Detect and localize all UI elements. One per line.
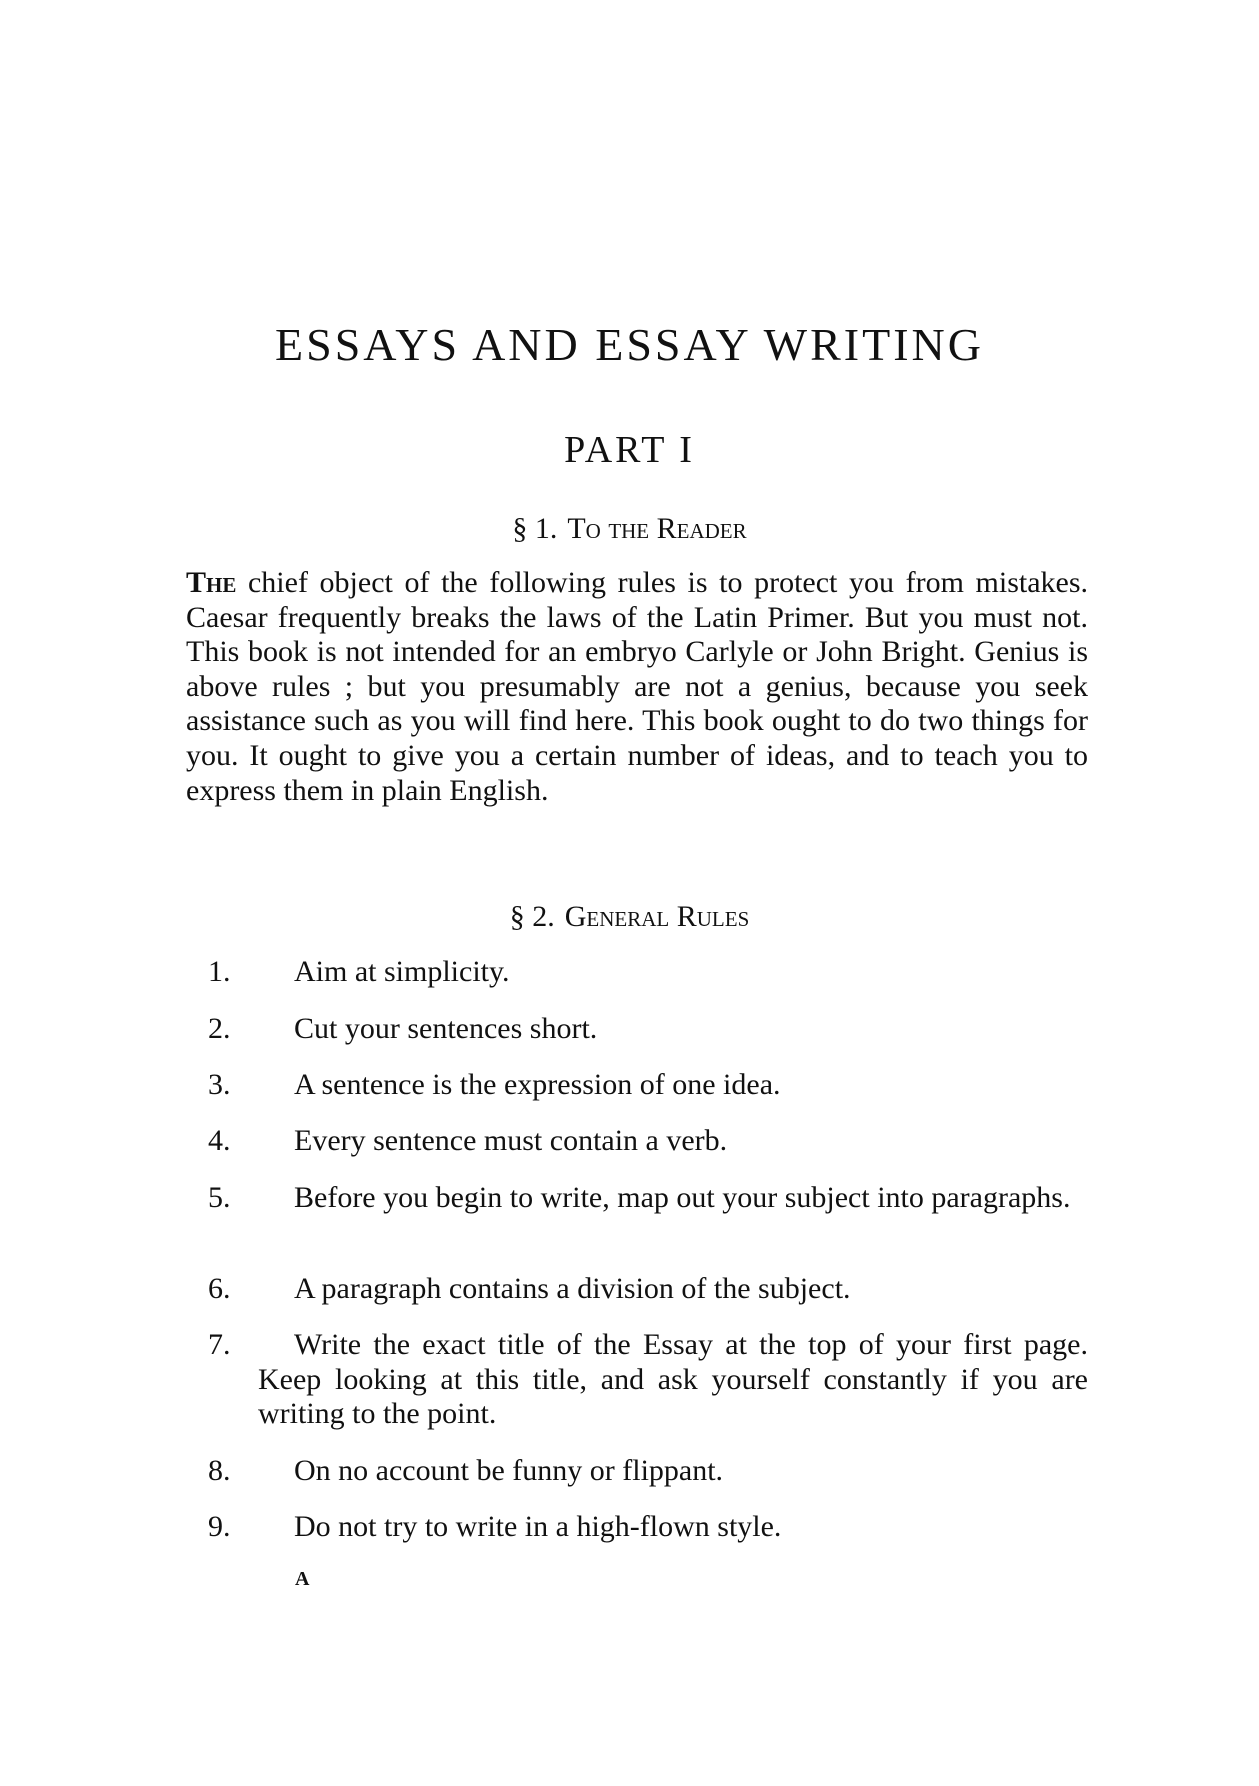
rule-text: Aim at simplicity. xyxy=(294,955,510,988)
rule-text: A sentence is the expression of one idea. xyxy=(294,1068,781,1101)
rule-number: 5. xyxy=(208,1181,231,1214)
rule-number: 6. xyxy=(208,1272,231,1305)
rule-item xyxy=(208,1068,1088,1103)
rule-item xyxy=(208,1454,1088,1489)
rule-text: On no account be funny or flippant. xyxy=(294,1454,724,1487)
rule-number: 4. xyxy=(208,1124,231,1157)
rule-text: Write the exact title of the Essay at the top of your first page. Keep looking at this title, and ask yourself constantly if you are writing to the point. xyxy=(258,1328,1088,1431)
page-title: ESSAYS AND ESSAY WRITING xyxy=(275,319,984,370)
paragraph-body: chief object of the following rules is to protect you from mistakes. Caesar frequently breaks the laws of the Latin Primer. But you must not. This book is not intended for an embryo Carlyle or John Bright. Genius is above rules ; but you presumably are not a genius, because you seek assistance such as you will find here. This book ought to do two things for you. It ought to give you a certain number of ideas, and to teach you to express them in plain English. xyxy=(186,566,1089,807)
section-title: To the Reader xyxy=(567,512,747,545)
rule-text: Cut your sentences short. xyxy=(294,1012,598,1045)
rule-item xyxy=(208,1012,1088,1047)
rule-text: Every sentence must contain a verb. xyxy=(294,1124,728,1157)
rule-number: 8. xyxy=(208,1454,231,1487)
intro-paragraph xyxy=(186,566,1088,808)
section-heading-1 xyxy=(0,512,1259,546)
rule-text: Do not try to write in a high-flown style. xyxy=(294,1510,782,1543)
section-heading-2 xyxy=(0,900,1259,934)
rule-number: 3. xyxy=(208,1068,231,1101)
rule-item xyxy=(208,1124,1088,1159)
rule-number: 7. xyxy=(208,1328,231,1361)
rule-text: Before you begin to write, map out your subject into paragraphs. xyxy=(294,1181,1071,1214)
rule-item xyxy=(208,1510,1088,1545)
rule-number: 2. xyxy=(208,1012,231,1045)
rule-number: 9. xyxy=(208,1510,231,1543)
paragraph-lead-word: The xyxy=(186,566,237,599)
rule-item xyxy=(208,1328,1088,1432)
rule-text: A paragraph contains a division of the subject. xyxy=(294,1272,851,1305)
section-symbol: § 2. xyxy=(509,900,555,933)
part-heading: PART I xyxy=(564,429,695,471)
signature-mark: A xyxy=(295,1568,310,1590)
rule-item xyxy=(208,1272,1088,1307)
rule-item xyxy=(208,1181,1088,1216)
section-symbol: § 1. xyxy=(512,512,558,545)
rule-number: 1. xyxy=(208,955,231,988)
rule-item xyxy=(208,955,1088,990)
section-title: General Rules xyxy=(564,900,750,933)
